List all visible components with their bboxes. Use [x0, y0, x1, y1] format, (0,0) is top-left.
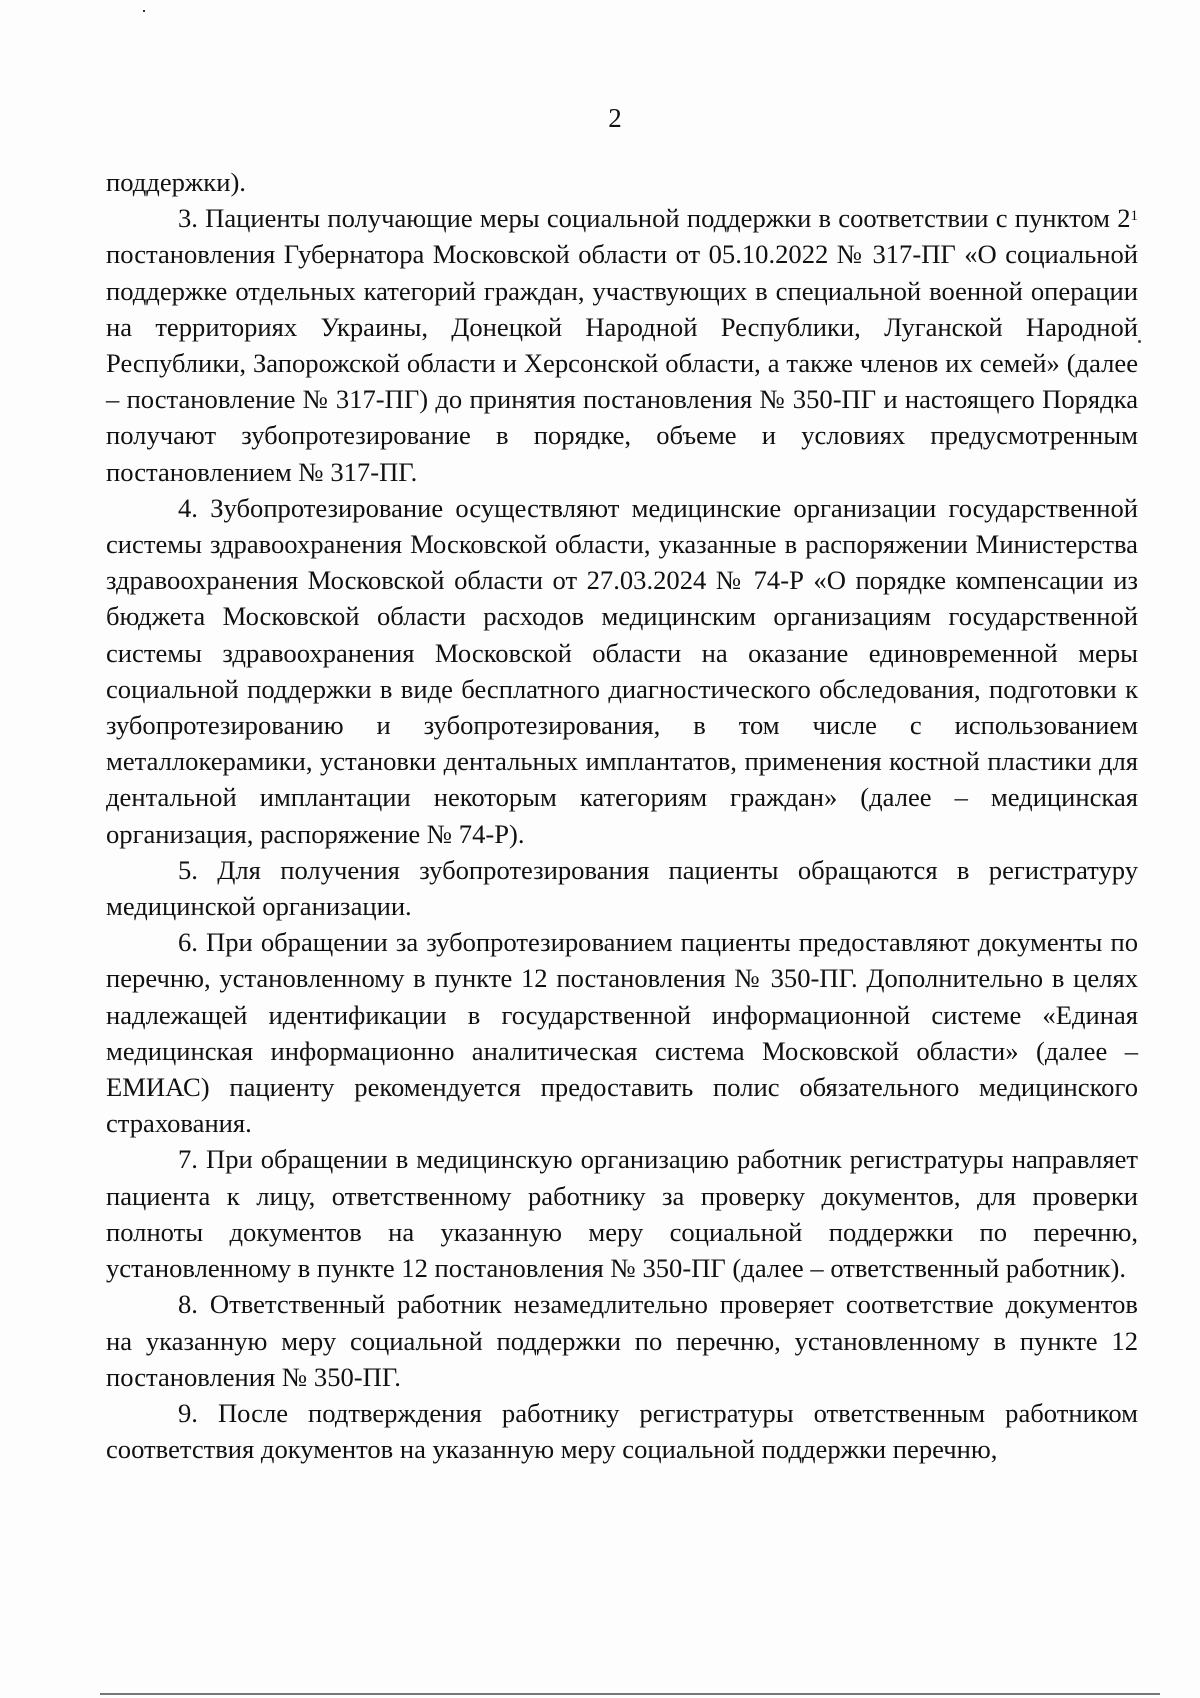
paragraph-5: 5. Для получения зубопротезирования пациенты обращаются в регистратуру медицинской организации.: [106, 854, 1138, 922]
paragraph-8: 8. Ответственный работник незамедлительно проверяет соответствие документов на указанную меру социальной поддержки по перечню, установленному в пункте 12 постановления № 350-ПГ.: [106, 1289, 1138, 1392]
scan-speck: [143, 10, 145, 12]
document-body: [106, 164, 1138, 1467]
page-bottom-edge: [100, 1693, 1160, 1695]
paragraph-continuation: поддержки).: [106, 167, 246, 197]
page-number: 2: [608, 103, 622, 133]
paragraph-4: 4. Зубопротезирование осуществляют медицинские организации государственной системы здравоохранения Московской области, указанные в распоряжении Министерства здравоохранения Московской области от 27.03.2024 № 74-Р «О порядке компенсации из бюджета Московской области расходов медицинским организациям государственной системы здравоохранения Московской области на оказание единовременной меры социальной поддержки в виде бесплатного диагностического обследования, подготовки к зубопротезированию и зубопротезирования, в том числе с использованием металлокерамики, установки дентальных имплантатов, применения костной пластики для дентальной имплантации некоторым категориям граждан» (далее – медицинская организация, распоряжение № 74-Р).: [106, 492, 1138, 849]
scan-speck: [1138, 340, 1141, 343]
paragraph-7: 7. При обращении в медицинскую организацию работник регистратуры направляет пациента к лицу, ответственному работнику за проверку документов, для проверки полноты документов на указанную меру социальной поддержки по перечню, установленному в пункте 12 постановления № 350-ПГ (далее – ответственный работник).: [106, 1144, 1138, 1284]
paragraph-3: [106, 200, 1138, 490]
paragraph-6: 6. При обращении за зубопротезированием пациенты предоставляют документы по перечню, установленному в пункте 12 постановления № 350-ПГ. Дополнительно в целях надлежащей идентификации в государственной информационной системе «Единая медицинская информационно аналитическая система Московской области» (далее – ЕМИАС) пациенту рекомендуется предоставить полис обязательного медицинского страхования.: [106, 927, 1138, 1139]
superscript: 1: [1130, 208, 1138, 225]
paragraph-3-text-a: 3. Пациенты получающие меры социальной поддержки в соответствии с пунктом 2: [178, 203, 1131, 234]
paragraph-9: 9. После подтверждения работнику регистратуры ответственным работником соответствия документов на указанную меру социальной поддержки перечню,: [106, 1397, 1138, 1465]
paragraph-3-text-b: постановления Губернатора Московской области от 05.10.2022 № 317-ПГ «О социальной поддержке отдельных категорий граждан, участвующих в специальной военной операции на территориях Украины, Донецкой Народной Республики, Луганской Народной Республики, Запорожской области и Херсонской области, а также членов их семей» (далее – постановление № 317-ПГ) до принятия постановления № 350-ПГ и настоящего Порядка получают зубопротезирование в порядке, объеме и условиях предусмотренным постановлением № 317-ПГ.: [106, 239, 1138, 487]
